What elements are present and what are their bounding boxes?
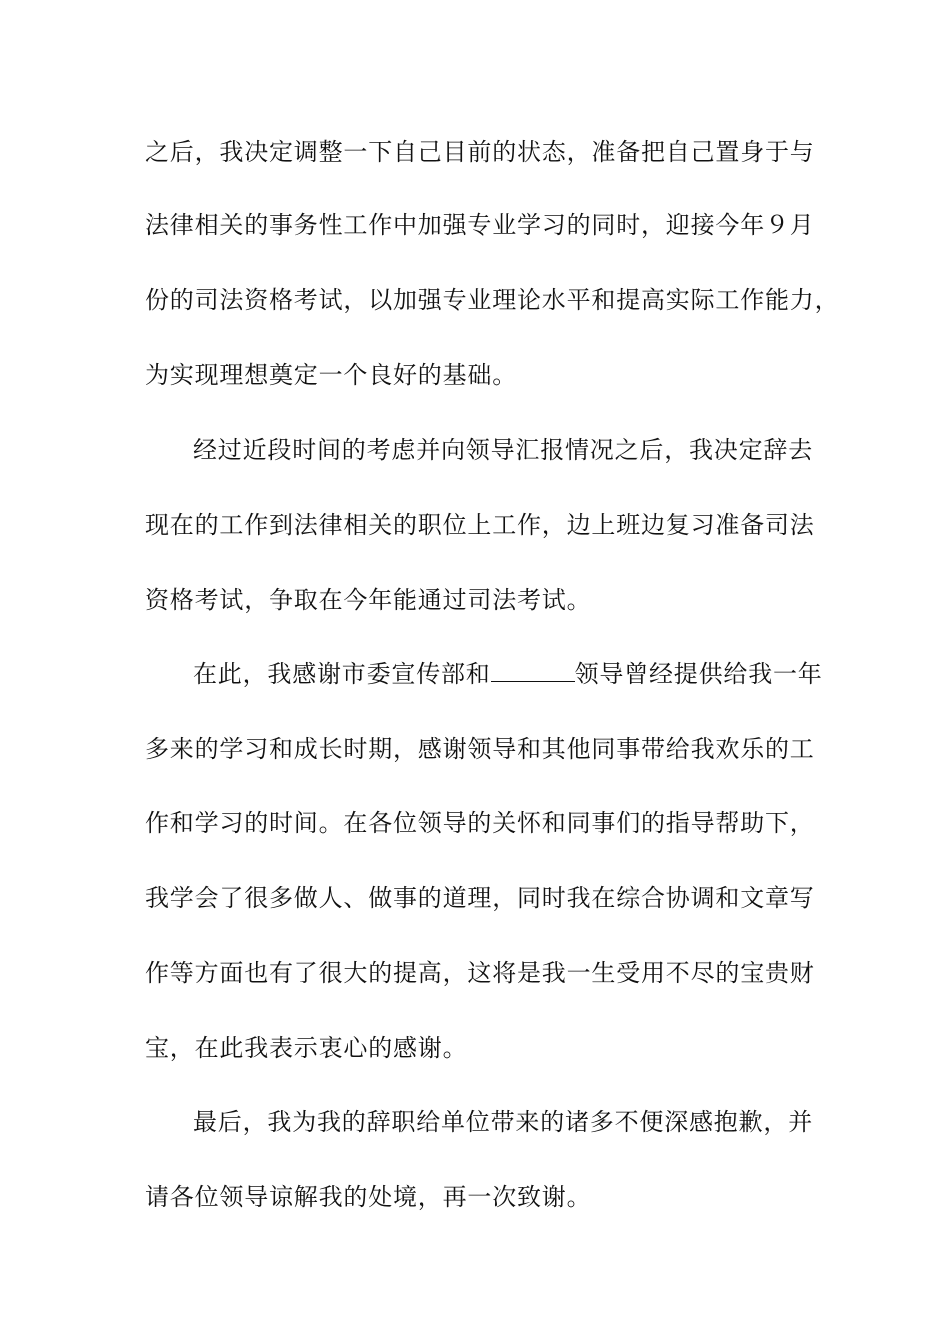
text-line: 现在的工作到法律相关的职位上工作，边上班边复习准备司法 xyxy=(145,511,815,539)
text-line: 请各位领导谅解我的处境，再一次致谢。 xyxy=(145,1183,592,1211)
text-line: 宝，在此我表示衷心的感谢。 xyxy=(145,1034,468,1062)
paragraph-first-line: 经过近段时间的考虑并向领导汇报情况之后，我决定辞去 xyxy=(193,436,813,464)
paragraph-first-line: 最后，我为我的辞职给单位带来的诸多不便深感抱歉，并 xyxy=(193,1108,813,1136)
text-line: 法律相关的事务性工作中加强专业学习的同时，迎接今年９月 xyxy=(145,211,815,239)
text-line: 我学会了很多做人、做事的道理，同时我在综合协调和文章写 xyxy=(145,884,815,912)
text-after-blank: 领导曾经提供给我一年 xyxy=(574,660,823,688)
fill-in-blank xyxy=(491,663,575,682)
text-line: 多来的学习和成长时期，感谢领导和其他同事带给我欢乐的工 xyxy=(145,735,815,763)
text-line: 之后，我决定调整一下自己目前的状态，准备把自己置身于与 xyxy=(145,138,815,166)
text-line: 作和学习的时间。在各位领导的关怀和同事们的指导帮助下， xyxy=(145,809,815,837)
text-line: 资格考试，争取在今年能通过司法考试。 xyxy=(145,586,592,614)
text-before-blank: 在此，我感谢市委宣传部和 xyxy=(193,660,491,688)
text-line: 份的司法资格考试，以加强专业理论水平和提高实际工作能力， xyxy=(145,286,840,314)
text-line: 为实现理想奠定一个良好的基础。 xyxy=(145,361,517,389)
paragraph-first-line xyxy=(193,659,823,689)
text-line: 作等方面也有了很大的提高，这将是我一生受用不尽的宝贵财 xyxy=(145,959,815,987)
